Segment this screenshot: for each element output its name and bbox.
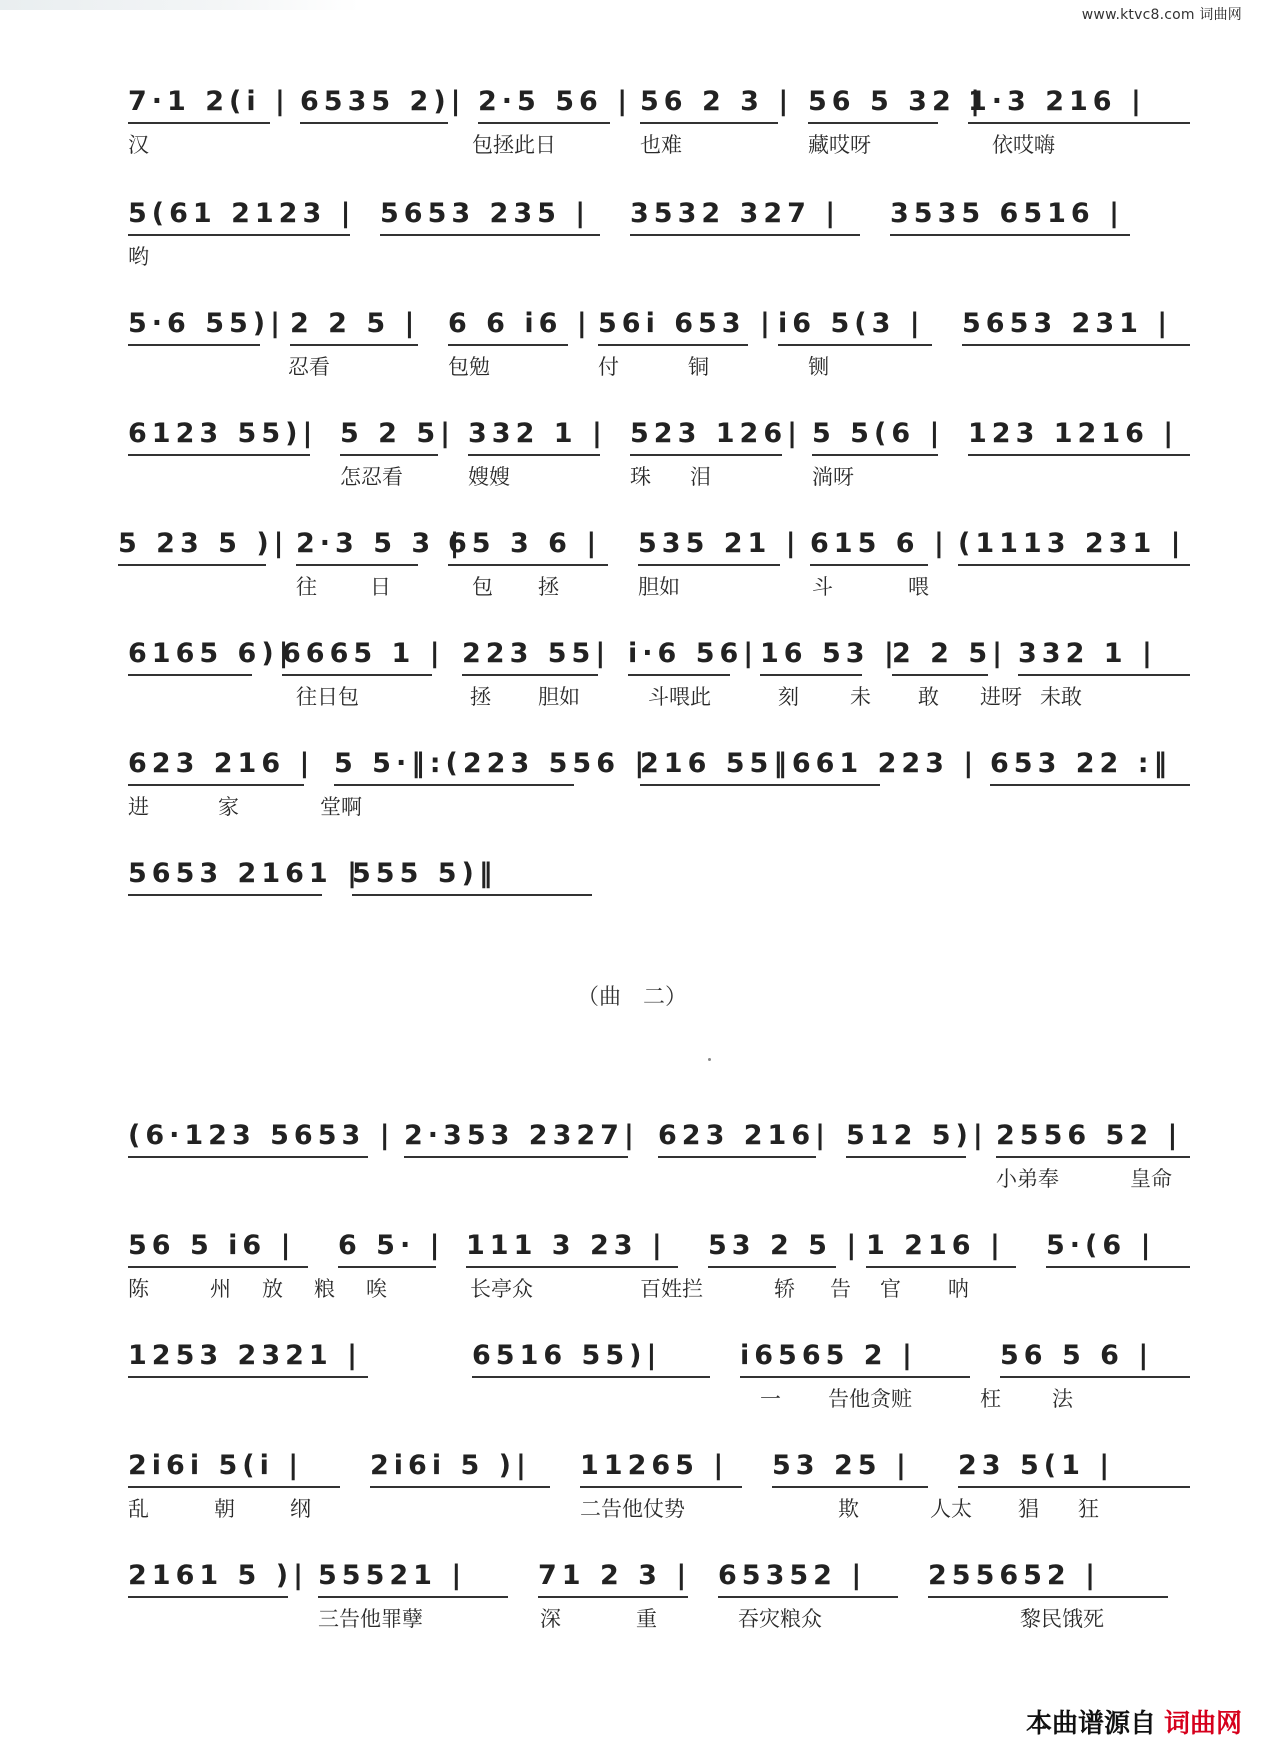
notation-measure: 5653 231 |	[962, 308, 1173, 339]
beam-underline	[580, 1486, 742, 1488]
beam-underline	[598, 344, 748, 346]
beam-underline	[448, 344, 568, 346]
beam-underline	[370, 1486, 550, 1488]
notation-line	[0, 410, 1264, 458]
lyric-word: 长亭众	[470, 1277, 533, 1301]
lyric-word: 法	[1052, 1387, 1073, 1411]
beam-underline	[128, 122, 270, 124]
lyric-word: 皇命	[1130, 1167, 1172, 1191]
lyric-word: 轿	[774, 1277, 795, 1301]
lyric-word: 枉	[980, 1387, 1001, 1411]
notation-measure: 6516 55)|	[472, 1340, 662, 1371]
lyric-line	[0, 242, 1264, 272]
notation-measure: 6 5· |	[338, 1230, 445, 1261]
notation-measure: 23 5(1 |	[958, 1450, 1115, 1481]
notation-measure: 615 6 |	[810, 528, 949, 559]
lyric-line	[0, 572, 1264, 602]
notation-measure: i6565 2 |	[740, 1340, 917, 1371]
notation-measure: 5(61 2123 |	[128, 198, 356, 229]
lyric-word: 家	[218, 795, 239, 819]
lyric-line	[0, 352, 1264, 382]
notation-measure: 2556 52 |	[996, 1120, 1183, 1151]
lyric-word: 喂	[908, 575, 929, 599]
notation-measure: 56 2 3 |	[640, 86, 794, 117]
lyric-word: 百姓拦	[640, 1277, 703, 1301]
lyric-word: 斗	[812, 575, 833, 599]
beam-underline	[334, 784, 574, 786]
beam-underline	[1046, 1266, 1190, 1268]
lyric-word: 斗喂此	[648, 685, 711, 709]
lyric-word: 藏哎呀	[808, 133, 871, 157]
lyric-word: 付	[598, 355, 619, 379]
beam-underline	[448, 564, 608, 566]
notation-measure: 111 3 23 |	[466, 1230, 667, 1261]
lyric-word: 依哎嗨	[992, 133, 1055, 157]
notation-measure: 11265 |	[580, 1450, 729, 1481]
beam-underline	[630, 234, 860, 236]
notation-measure: 535 21 |	[638, 528, 801, 559]
notation-measure: 2i6i 5 )|	[370, 1450, 531, 1481]
notation-measure: 216 55‖661 223 |	[640, 748, 979, 779]
lyric-word: 堂啊	[320, 795, 362, 819]
beam-underline	[128, 674, 252, 676]
beam-underline	[628, 674, 730, 676]
beam-underline	[958, 1486, 1190, 1488]
beam-underline	[352, 894, 592, 896]
lyric-word: 放	[262, 1277, 283, 1301]
lyric-word: 哟	[128, 245, 149, 269]
notation-measure: 623 216|	[658, 1120, 830, 1151]
notation-measure: 332 1 |	[468, 418, 607, 449]
notation-measure: 223 55|	[462, 638, 611, 669]
beam-underline	[128, 894, 322, 896]
lyric-word: 三告他罪孽	[318, 1607, 423, 1631]
lyric-word: 告他贪赃	[828, 1387, 912, 1411]
notation-measure: 6535 2)|	[300, 86, 466, 117]
beam-underline	[962, 344, 1190, 346]
notation-measure: 6665 1 |	[282, 638, 445, 669]
notation-measure: 332 1 |	[1018, 638, 1157, 669]
notation-measure: 2 2 5 |	[290, 308, 420, 339]
notation-measure: 255652 |	[928, 1560, 1100, 1591]
beam-underline	[468, 454, 600, 456]
lyric-word: 淌呀	[812, 465, 854, 489]
notation-measure: 65352 |	[718, 1560, 867, 1591]
notation-measure: i6 5(3 |	[778, 308, 925, 339]
lyric-word: 陈	[128, 1277, 149, 1301]
beam-underline	[318, 1596, 508, 1598]
lyric-word: 人太	[930, 1497, 972, 1521]
lyric-word: 铜	[688, 355, 709, 379]
lyric-word: 吞灾粮众	[738, 1607, 822, 1631]
notation-measure: 1 216 |	[866, 1230, 1005, 1261]
notation-measure: 53 2 5 |	[708, 1230, 862, 1261]
beam-underline	[890, 234, 1130, 236]
lyric-word: 嫂嫂	[468, 465, 510, 489]
lyric-word: 欺	[838, 1497, 859, 1521]
beam-underline	[968, 122, 1190, 124]
beam-underline	[640, 122, 778, 124]
lyric-word: 二告他仗势	[580, 1497, 685, 1521]
lyric-word: 一	[760, 1387, 781, 1411]
lyric-word: 未敢	[1040, 685, 1082, 709]
lyric-word: 忍看	[288, 355, 330, 379]
beam-underline	[778, 344, 932, 346]
notation-measure: 6123 55)|	[128, 418, 318, 449]
notation-measure: 5653 235 |	[380, 198, 591, 229]
beam-underline	[478, 122, 610, 124]
notation-measure: i·6 56|	[628, 638, 759, 669]
lyric-word: 黎民饿死	[1020, 1607, 1104, 1631]
notation-measure: 5 5(6 |	[812, 418, 945, 449]
lyric-word: 州	[210, 1277, 231, 1301]
watermark-site: www.ktvc8.com	[1081, 7, 1195, 23]
notation-line	[0, 630, 1264, 678]
notation-measure: 71 2 3 |	[538, 1560, 692, 1591]
notation-line	[0, 850, 1264, 898]
beam-underline	[812, 454, 938, 456]
lyric-word: 未	[850, 685, 871, 709]
beam-underline	[296, 564, 418, 566]
beam-underline	[990, 784, 1190, 786]
lyric-word: 往	[296, 575, 317, 599]
lyric-line	[0, 902, 1264, 932]
notation-measure: 5 5·‖:(223 556 |	[334, 748, 650, 779]
lyric-word: 怎忍看	[340, 465, 403, 489]
bottom-watermark	[1026, 1703, 1242, 1740]
beam-underline	[404, 1156, 628, 1158]
notation-measure: 555 5)‖	[352, 858, 498, 889]
lyric-word: 胆如	[638, 575, 680, 599]
lyric-word: 刻	[778, 685, 799, 709]
lyric-word: 进	[128, 795, 149, 819]
beam-underline	[472, 1376, 710, 1378]
notation-measure: 5653 2161 |	[128, 858, 362, 889]
notation-line	[0, 1552, 1264, 1600]
section-title: （曲 二）	[576, 985, 687, 1010]
lyric-line	[0, 1274, 1264, 1304]
lyric-line	[0, 130, 1264, 160]
lyric-word: 汉	[128, 133, 149, 157]
beam-underline	[128, 1156, 368, 1158]
notation-measure: 5·6 55)|	[128, 308, 286, 339]
lyric-word: 呐	[948, 1277, 969, 1301]
notation-measure: 2 2 5|	[892, 638, 1008, 669]
lyric-word: 包拯此日	[472, 133, 556, 157]
beam-underline	[808, 122, 938, 124]
lyric-word: 朝	[214, 1497, 235, 1521]
lyric-word: 珠	[630, 465, 651, 489]
beam-underline	[128, 344, 260, 346]
notation-measure: 56 5 6 |	[1000, 1340, 1154, 1371]
notation-measure: 623 216 |	[128, 748, 315, 779]
beam-underline	[380, 234, 600, 236]
beam-underline	[128, 1596, 288, 1598]
beam-underline	[128, 234, 350, 236]
notation-measure: 6165 6)|	[128, 638, 294, 669]
notation-line	[0, 300, 1264, 348]
beam-underline	[740, 1376, 970, 1378]
page-edge-shade	[0, 0, 360, 10]
beam-underline	[638, 564, 780, 566]
notation-measure: 3532 327 |	[630, 198, 841, 229]
notation-measure: 56 5 32 |	[808, 86, 985, 117]
notation-measure: 5 2 5|	[340, 418, 456, 449]
notation-line	[0, 740, 1264, 788]
top-watermark	[1082, 4, 1242, 24]
beam-underline	[996, 1156, 1190, 1158]
beam-underline	[968, 454, 1190, 456]
watermark-label: 词曲网	[1199, 7, 1242, 23]
notation-line	[0, 1442, 1264, 1490]
beam-underline	[658, 1156, 816, 1158]
lyric-word: 纲	[290, 1497, 311, 1521]
beam-underline	[462, 674, 598, 676]
lyric-word: 猖	[1018, 1497, 1039, 1521]
beam-underline	[718, 1596, 898, 1598]
lyric-line	[0, 1384, 1264, 1414]
lyric-line	[0, 1494, 1264, 1524]
lyric-line	[0, 1164, 1264, 1194]
beam-underline	[772, 1486, 928, 1488]
lyric-line	[0, 1604, 1264, 1634]
notation-measure: 2161 5 )|	[128, 1560, 308, 1591]
notation-measure: 512 5)|	[846, 1120, 988, 1151]
beam-underline	[128, 1266, 308, 1268]
notation-measure: 123 1216 |	[968, 418, 1179, 449]
notation-measure: 3535 6516 |	[890, 198, 1124, 229]
beam-underline	[290, 344, 418, 346]
lyric-line	[0, 792, 1264, 822]
lyric-word: 官	[880, 1277, 901, 1301]
lyric-word: 拯	[538, 575, 559, 599]
lyric-word: 进呀	[980, 685, 1022, 709]
beam-underline	[866, 1266, 1016, 1268]
lyric-word: 泪	[690, 465, 711, 489]
lyric-line	[0, 682, 1264, 712]
notation-line	[0, 1112, 1264, 1160]
notation-measure: (6·123 5653 |	[128, 1120, 395, 1151]
beam-underline	[128, 454, 310, 456]
beam-underline	[466, 1266, 678, 1268]
notation-line	[0, 1332, 1264, 1380]
notation-line	[0, 190, 1264, 238]
lyric-word: 往日包	[296, 685, 359, 709]
beam-underline	[282, 674, 432, 676]
notation-measure: 523 126|	[630, 418, 802, 449]
notation-measure: 56i 653 |	[598, 308, 775, 339]
notation-measure: 5 23 5 )|	[118, 528, 289, 559]
lyric-line	[0, 462, 1264, 492]
lyric-word: 日	[370, 575, 391, 599]
beam-underline	[538, 1596, 688, 1598]
stray-mark	[708, 1058, 711, 1061]
beam-underline	[128, 1486, 340, 1488]
beam-underline	[958, 564, 1190, 566]
lyric-word: 敢	[918, 685, 939, 709]
lyric-word: 唉	[366, 1277, 387, 1301]
beam-underline	[760, 674, 862, 676]
beam-underline	[300, 122, 448, 124]
lyric-word: 深	[540, 1607, 561, 1631]
beam-underline	[128, 1376, 368, 1378]
lyric-word: 包	[472, 575, 493, 599]
beam-underline	[1000, 1376, 1190, 1378]
lyric-word: 铡	[808, 355, 829, 379]
beam-underline	[708, 1266, 836, 1268]
lyric-word: 胆如	[538, 685, 580, 709]
notation-measure: 2i6i 5(i |	[128, 1450, 304, 1481]
notation-measure: 16 53 |	[760, 638, 899, 669]
notation-measure: 7·1 2(i |	[128, 86, 290, 117]
beam-underline	[846, 1156, 966, 1158]
beam-underline	[640, 784, 880, 786]
beam-underline	[338, 1266, 436, 1268]
notation-measure: 1253 2321 |	[128, 1340, 362, 1371]
beam-underline	[630, 454, 782, 456]
notation-measure: 55521 |	[318, 1560, 467, 1591]
watermark-brand: 词曲网	[1163, 1709, 1242, 1739]
notation-line	[0, 78, 1264, 126]
notation-measure: 2·5 56 |	[478, 86, 633, 117]
beam-underline	[128, 784, 304, 786]
notation-measure: 1·3 216 |	[968, 86, 1146, 117]
lyric-word: 小弟奉	[996, 1167, 1059, 1191]
beam-underline	[892, 674, 988, 676]
notation-line	[0, 1222, 1264, 1270]
notation-measure: 2·3 5 3 |	[296, 528, 465, 559]
notation-measure: 53 25 |	[772, 1450, 911, 1481]
beam-underline	[340, 454, 438, 456]
lyric-word: 包勉	[448, 355, 490, 379]
notation-measure: 6 6 i6 |	[448, 308, 592, 339]
notation-measure: 2·353 2327|	[404, 1120, 639, 1151]
lyric-word: 拯	[470, 685, 491, 709]
notation-measure: 65 3 6 |	[448, 528, 602, 559]
notation-measure: 5·(6 |	[1046, 1230, 1156, 1261]
beam-underline	[928, 1596, 1168, 1598]
notation-line	[0, 520, 1264, 568]
lyric-word: 乱	[128, 1497, 149, 1521]
beam-underline	[1018, 674, 1190, 676]
lyric-word: 也难	[640, 133, 682, 157]
beam-underline	[118, 564, 266, 566]
lyric-word: 粮	[314, 1277, 335, 1301]
beam-underline	[810, 564, 928, 566]
watermark-prefix: 本曲谱源自	[1025, 1709, 1156, 1739]
lyric-word: 重	[636, 1607, 657, 1631]
notation-measure: 653 22 :‖	[990, 748, 1173, 779]
lyric-word: 狂	[1078, 1497, 1099, 1521]
notation-measure: (1113 231 |	[958, 528, 1186, 559]
notation-measure: 56 5 i6 |	[128, 1230, 296, 1261]
lyric-word: 告	[830, 1277, 851, 1301]
